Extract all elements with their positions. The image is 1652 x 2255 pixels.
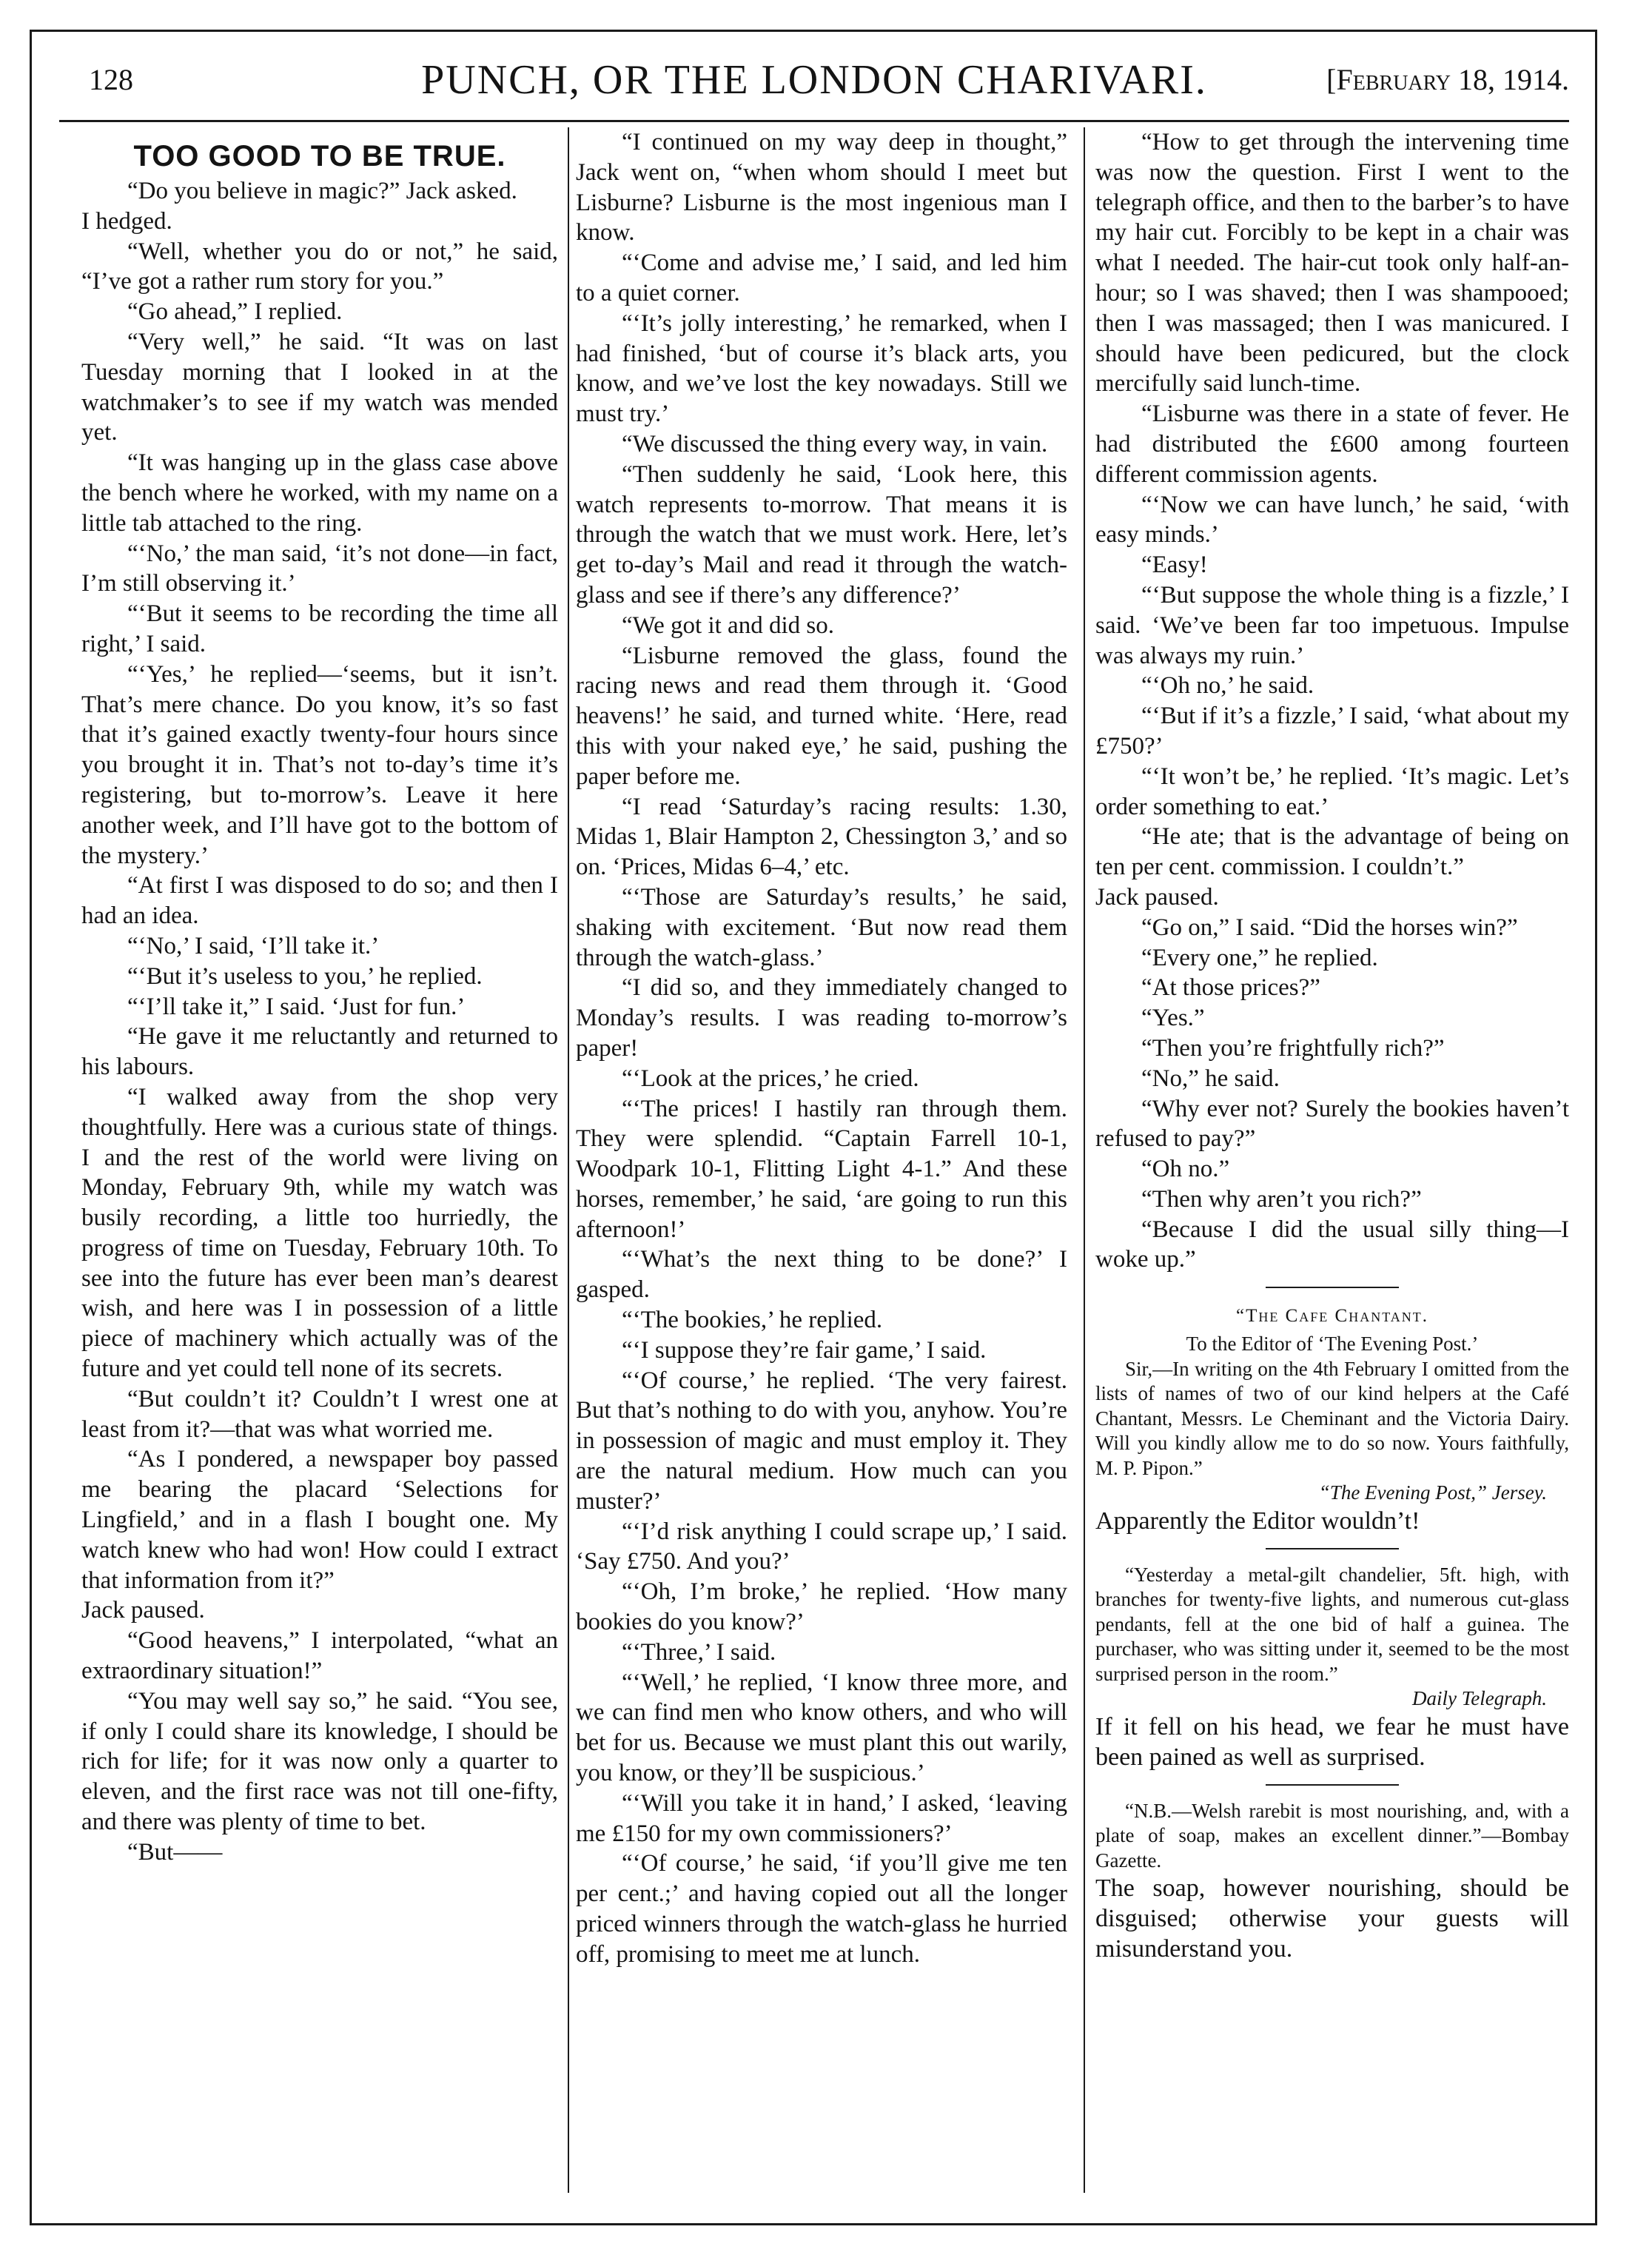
- story-paragraph: “Go ahead,” I replied.: [127, 298, 343, 326]
- story-paragraph: “Yes.”: [1141, 1005, 1205, 1032]
- story-paragraph: “I continued on my way deep in thought,” Jack went on, “when whom should I meet but Lisburne? Lisburne is the most ingenious man I know.: [576, 129, 1067, 247]
- rarebit-item: [1095, 1799, 1569, 1965]
- story-paragraph: “‘No,’ the man said, ‘it’s not done—in fact, I’m still observing it.’: [81, 540, 558, 597]
- page-header: [59, 57, 1569, 114]
- column-divider: [1084, 127, 1085, 2193]
- story-paragraph: “I walked away from the shop very thoughtfully. Here was a curious state of things. I and the rest of the world were living on Monday, February 9th, while my watch was busily recording, a little too hurriedly, the progress of time on Tuesday, February 10th. To see into the future has ever been man’s dearest wish, and here was I in possession of a little piece of machinery which actually was of the future and yet could tell none of its secrets.: [81, 1083, 558, 1383]
- story-paragraph: “Lisburne removed the glass, found the racing news and read them through it. ‘Good heavens!’ he said, and turned white. ‘Here, read this with your naked eye,’ he said, pushing the paper before me.: [576, 642, 1067, 790]
- column-divider: [568, 127, 569, 2193]
- chandelier-source: Daily Telegraph.: [1412, 1687, 1547, 1710]
- story-part-1: [81, 176, 558, 1868]
- column-3: [1095, 127, 1569, 1964]
- story-title: TOO GOOD TO BE TRUE.: [133, 140, 506, 172]
- running-title: PUNCH, OR THE LONDON CHARIVARI.: [421, 57, 1207, 103]
- cafe-item: [1095, 1301, 1569, 1535]
- story-paragraph: “‘Of course,’ he replied. ‘The very fairest. But that’s nothing to do with you, anyhow. You’re in possession of magic and must employ it. They are the natural medium. How much can you muster?’: [576, 1367, 1067, 1515]
- column-1: [81, 127, 558, 1868]
- issue-date: [February 18, 1914.: [1326, 63, 1569, 96]
- story-paragraph: “Oh no.”: [1141, 1156, 1230, 1183]
- story-paragraph: “He gave it me reluctantly and returned to his labours.: [81, 1023, 558, 1081]
- story-paragraph: “I read ‘Saturday’s racing results: 1.30, Midas 1, Blair Hampton 2, Chessington 3,’ and so on. ‘Prices, Midas 6–4,’ etc.: [576, 793, 1067, 881]
- story-part-2: [576, 127, 1067, 1970]
- story-paragraph: Jack paused.: [81, 1597, 205, 1624]
- story-paragraph: “We discussed the thing every way, in vain.: [622, 430, 1048, 458]
- story-paragraph: Jack paused.: [1095, 883, 1219, 911]
- story-paragraph: “‘It’s jolly interesting,’ he remarked, when I had finished, ‘but of course it’s black arts, you know, and we’ve lost the key nowadays. Still we must try.’: [576, 309, 1067, 428]
- cafe-to-line: To the Editor of ‘The Evening Post.’: [1186, 1333, 1479, 1356]
- story-paragraph: “Well, whether you do or not,” he said, “I’ve got a rather rum story for you.”: [81, 238, 558, 295]
- story-paragraph: “It was hanging up in the glass case above the bench where he worked, with my name on a little tab attached to the ring.: [81, 449, 558, 537]
- story-paragraph: “‘Of course,’ he said, ‘if you’ll give me ten per cent.;’ and having copied out all the longer priced winners through the watch-glass he hurried off, promising to meet me at lunch.: [576, 1850, 1067, 1968]
- story-paragraph: “‘But suppose the whole thing is a fizzle,’ I said. ‘We’ve been far too impetuous. Impulse was always my ruin.’: [1095, 581, 1569, 669]
- story-paragraph: “As I pondered, a newspaper boy passed me bearing the placard ‘Selections for Lingfield,’ and in a flash I bought one. My watch knew who had won! How could I extract that information from it?”: [81, 1446, 558, 1594]
- story-paragraph: “No,” he said.: [1141, 1065, 1280, 1092]
- story-paragraph: “‘Will you take it in hand,’ I asked, ‘leaving me £150 for my own commissioners?’: [576, 1789, 1067, 1847]
- story-paragraph: “Then suddenly he said, ‘Look here, this watch represents to-morrow. That means it is through the watch that we must work. Here, let’s get to-day’s Mail and read it through the watch-glass and see if there’s any difference?’: [576, 460, 1067, 609]
- story-paragraph: “‘But it seems to be recording the time all right,’ I said.: [81, 600, 558, 657]
- story-paragraph: “‘Oh, I’m broke,’ he replied. ‘How many bookies do you know?’: [576, 1578, 1067, 1636]
- story-paragraph: “‘But it’s useless to you,’ he replied.: [127, 962, 483, 990]
- cafe-source: “The Evening Post,” Jersey.: [1318, 1481, 1547, 1504]
- story-paragraph: “Why ever not? Surely the bookies haven’t refused to pay?”: [1095, 1095, 1569, 1153]
- story-paragraph: “‘Come and advise me,’ I said, and led him to a quiet corner.: [576, 249, 1067, 306]
- story-paragraph: I hedged.: [81, 207, 172, 235]
- cafe-letter: Sir,—In writing on the 4th February I omitted from the lists of names of two of our kind helpers at the Café Chantant, Messrs. Le Cheminant and the Victoria Dairy. Will you kindly allow me to do so now. Yours faithfully, M. P. Pipon.”: [1095, 1357, 1569, 1479]
- separator: [1266, 1784, 1399, 1786]
- story-paragraph: “‘It won’t be,’ he replied. ‘It’s magic. Let’s order something to eat.’: [1095, 763, 1569, 820]
- story-paragraph: “‘No,’ I said, ‘I’ll take it.’: [127, 932, 380, 959]
- column-2: [576, 127, 1067, 1970]
- story-paragraph: “Every one,” he replied.: [1141, 944, 1378, 971]
- header-rule: [59, 120, 1569, 122]
- cafe-comment: Apparently the Editor wouldn’t!: [1095, 1507, 1420, 1535]
- cafe-title: “The Cafe Chantant.: [1235, 1306, 1428, 1327]
- chandelier-quote: “Yesterday a metal-gilt chandelier, 5ft. high, with branches for twenty-five lights, and numerous cut-glass pendants, fell at the one bid of half a guinea. The purchaser, who was sitting under it, seemed to be the most surprised person in the room.”: [1095, 1563, 1569, 1685]
- story-paragraph: “‘Three,’ I said.: [622, 1638, 776, 1666]
- story-paragraph: “‘I’ll take it,” I said. ‘Just for fun.’: [127, 993, 466, 1020]
- story-paragraph: “But couldn’t it? Couldn’t I wrest one at least from it?—that was what worried me.: [81, 1385, 558, 1443]
- story-paragraph: “‘Oh no,’ he said.: [1141, 672, 1314, 700]
- story-paragraph: “‘Well,’ he replied, ‘I know three more, and we can find men who know others, and who will bet for us. Because we must plant this out warily, you know, or they’ll be suspicious.’: [576, 1669, 1067, 1787]
- rarebit-comment: The soap, however nourishing, should be disguised; otherwise your guests will misunderstand you.: [1095, 1874, 1569, 1963]
- story-paragraph: “You may well say so,” he said. “You see, if only I could share its knowledge, I should be rich for life; for it was now only a quarter to eleven, and the first race was not till one-fifty, and there was plenty of time to bet.: [81, 1687, 558, 1836]
- story-paragraph: “We got it and did so.: [622, 612, 834, 639]
- separator: [1266, 1287, 1399, 1288]
- story-paragraph: “‘What’s the next thing to be done?’ I gasped.: [576, 1246, 1067, 1304]
- story-paragraph: “‘I’d risk anything I could scrape up,’ I said. ‘Say £750. And you?’: [576, 1518, 1067, 1575]
- story-paragraph: “‘But if it’s a fizzle,’ I said, ‘what about my £750?’: [1095, 703, 1569, 760]
- story-part-3: [1095, 127, 1569, 1275]
- story-paragraph: “Very well,” he said. “It was on last Tuesday morning that I looked in at the watchmaker’s to see if my watch was mended yet.: [81, 328, 558, 446]
- story-paragraph: “Good heavens,” I interpolated, “what an extraordinary situation!”: [81, 1627, 558, 1685]
- story-paragraph: “‘The bookies,’ he replied.: [622, 1307, 883, 1334]
- rarebit-quote: “N.B.—Welsh rarebit is most nourishing, and, with a plate of soap, makes an excellent dinner.”—Bombay Gazette.: [1095, 1799, 1569, 1872]
- story-paragraph: “‘The prices! I hastily ran through them. They were splendid. “Captain Farrell 10-1, Woodpark 10-1, Flitting Light 4-1.” And these horses, remember,’ he said, ‘are going to run this afternoon!’: [576, 1095, 1067, 1243]
- story-paragraph: “Then you’re frightfully rich?”: [1141, 1034, 1445, 1062]
- story-paragraph: “‘Yes,’ he replied—‘seems, but it isn’t. That’s mere chance. Do you know, it’s so fast that it’s gained exactly twenty-four hours since you brought it in. That’s not to-day’s time it’s registering, but to-morrow’s. Leave it here another week, and I’ll have got to the bottom of the mystery.’: [81, 660, 558, 869]
- separator: [1266, 1548, 1399, 1549]
- story-paragraph: “Easy!: [1141, 552, 1208, 579]
- story-paragraph: “Lisburne was there in a state of fever. He had distributed the £600 among fourteen different commission agents.: [1095, 401, 1569, 488]
- chandelier-item: [1095, 1563, 1569, 1772]
- story-paragraph: “‘Look at the prices,’ he cried.: [622, 1065, 919, 1092]
- story-paragraph: “At those prices?”: [1141, 974, 1320, 1002]
- story-paragraph: “At first I was disposed to do so; and then I had an idea.: [81, 872, 558, 930]
- story-paragraph: “Go on,” I said. “Did the horses win?”: [1141, 914, 1518, 941]
- story-paragraph: “‘Now we can have lunch,’ he said, ‘with easy minds.’: [1095, 491, 1569, 549]
- story-paragraph: “‘Those are Saturday’s results,’ he said, shaking with excitement. ‘But now read them through the watch-glass.’: [576, 883, 1067, 971]
- story-paragraph: “I did so, and they immediately changed to Monday’s results. I was reading to-morrow’s paper!: [576, 974, 1067, 1062]
- story-paragraph: “Then why aren’t you rich?”: [1141, 1185, 1422, 1213]
- story-paragraph: “But——: [127, 1838, 223, 1866]
- story-paragraph: “Because I did the usual silly thing—I woke up.”: [1095, 1216, 1569, 1273]
- story-paragraph: “Do you believe in magic?” Jack asked.: [127, 178, 517, 204]
- story-paragraph: “How to get through the intervening time was now the question. First I went to the telegraph office, and then to the barber’s to have my hair cut. Forcibly to be kept in a chair was what I needed. The hair-cut took only half-an-hour; so I was shaved; then I was shampooed; then I was massaged; then I was manicured. I should have been pedicured, but the clock mercifully said lunch-time.: [1095, 129, 1569, 398]
- story-paragraph: “He ate; that is the advantage of being on ten per cent. commission. I couldn’t.”: [1095, 823, 1569, 881]
- page-number: 128: [89, 63, 133, 96]
- story-paragraph: “‘I suppose they’re fair game,’ I said.: [622, 1336, 987, 1364]
- chandelier-comment: If it fell on his head, we fear he must have been pained as well as surprised.: [1095, 1712, 1569, 1771]
